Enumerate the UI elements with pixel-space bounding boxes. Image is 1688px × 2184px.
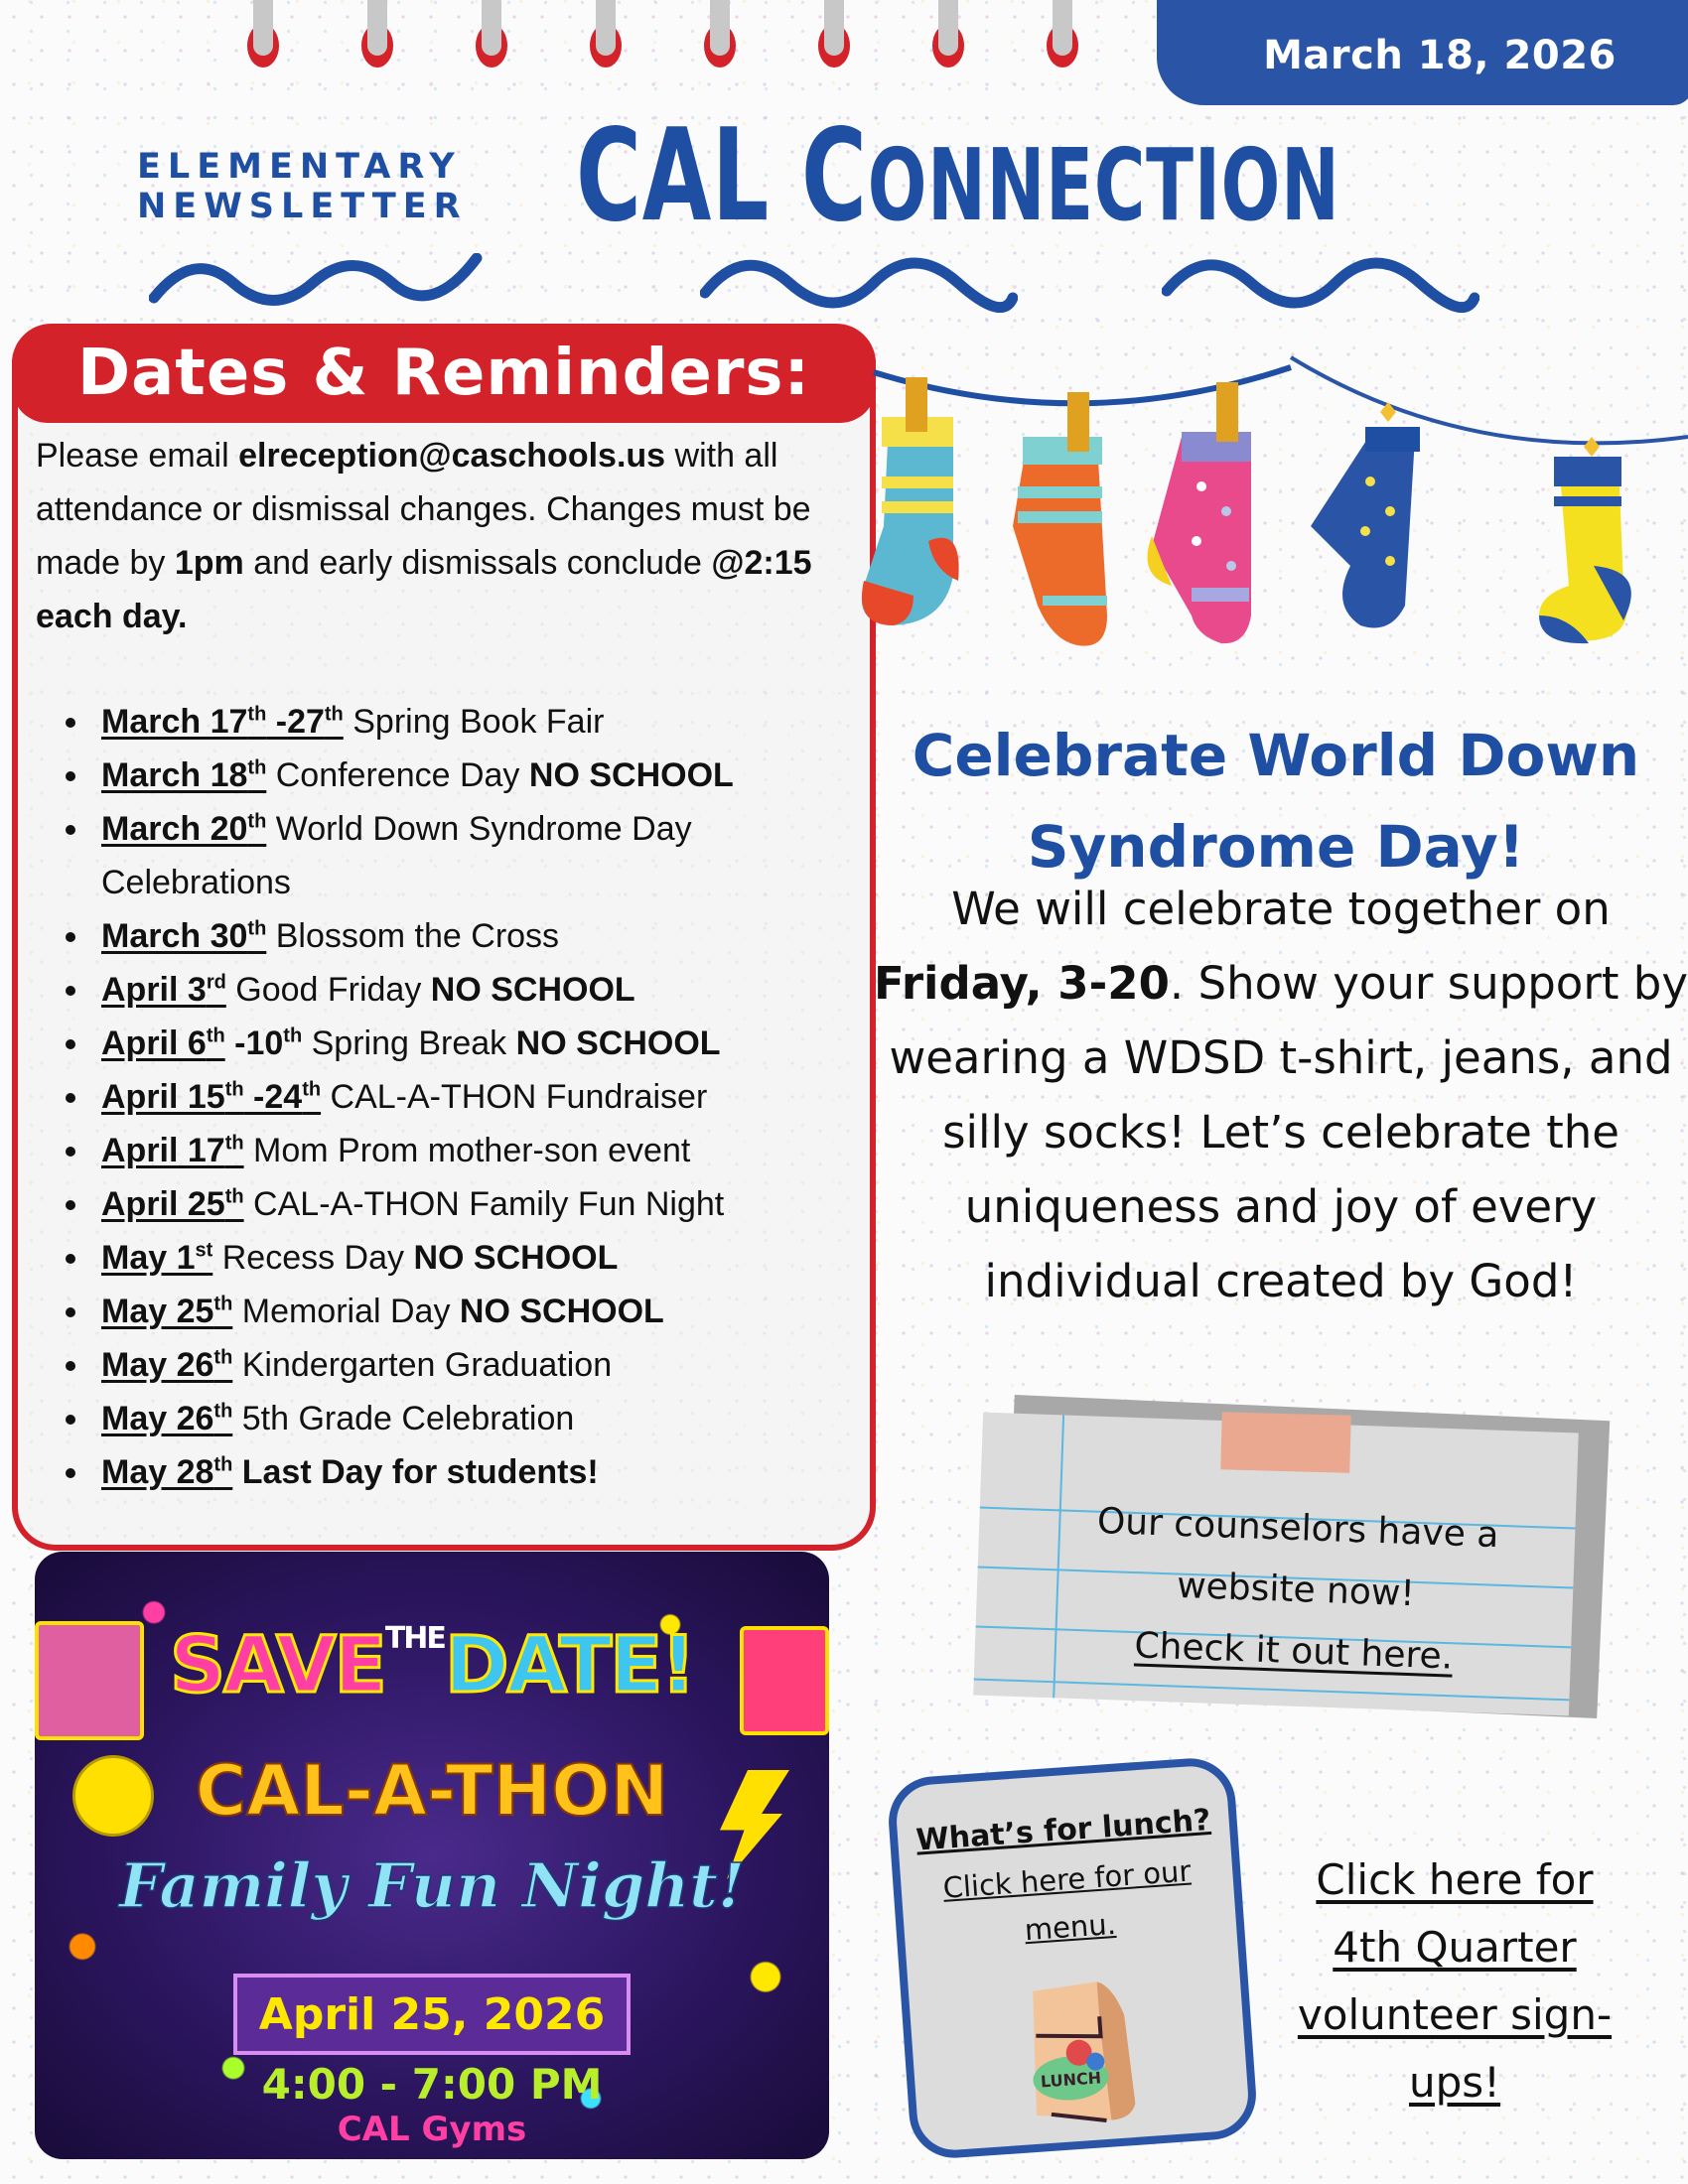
lunch-bag-icon	[1013, 1975, 1142, 2131]
list-item: April 25th CAL-A-THON Family Fun Night	[60, 1177, 864, 1231]
spiral-ring-icon	[361, 0, 393, 68]
tape-icon	[1220, 1412, 1350, 1472]
spiral-ring-icon	[1047, 0, 1078, 68]
subtitle-line-2: NEWSLETTER	[137, 187, 468, 226]
events-list	[60, 695, 864, 1499]
newsletter-subtitle	[137, 147, 485, 226]
wave-decoration-icon	[1162, 253, 1479, 313]
reminders-intro	[36, 429, 870, 643]
list-item: April 15th -24th CAL-A-THON Fundraiser	[60, 1070, 864, 1124]
volunteer-signup-link[interactable]: Click here for 4th Quarter volunteer sign-ups!	[1297, 1855, 1613, 2107]
celebration-date: Friday, 3-20	[874, 957, 1170, 1010]
subtitle-line-1: ELEMENTARY	[137, 147, 462, 187]
celebrate-body	[874, 872, 1688, 1318]
sock-icon	[1311, 402, 1420, 628]
spiral-ring-icon	[818, 0, 850, 68]
celebrate-heading	[879, 710, 1673, 892]
flyer-time: 4:00 - 7:00 PM	[261, 2060, 603, 2109]
sock-icon	[1148, 382, 1252, 643]
celebrate-text: . Show your support by wearing a WDSD t-shirt, jeans, and silly socks! Let’s celebrate the uniqueness and joy of every individual created by God!	[889, 957, 1688, 1307]
list-item: April 6th -10th Spring Break NO SCHOOL	[60, 1017, 864, 1070]
wave-decoration-icon	[700, 253, 1018, 313]
list-item: May 28th Last Day for students!	[60, 1445, 864, 1499]
clothesline-icon	[1291, 357, 1688, 443]
wave-decoration-icon	[149, 253, 501, 313]
issue-date: March 18, 2026	[1263, 33, 1617, 78]
counselor-note-card	[968, 1398, 1604, 1713]
note-line-2: website now!	[1176, 1565, 1416, 1615]
list-item: May 25th Memorial Day NO SCHOOL	[60, 1285, 864, 1338]
list-item: March 18th Conference Day NO SCHOOL	[60, 749, 864, 802]
reception-email-link[interactable]: elreception@caschools.us	[238, 437, 666, 475]
hanging-socks-illustration	[854, 328, 1688, 665]
counselor-note-text	[965, 1487, 1567, 1693]
list-item: May 26th Kindergarten Graduation	[60, 1338, 864, 1392]
list-item: March 20th World Down Syndrome Day Celebrations	[60, 802, 864, 909]
lunch-question: What’s for lunch?	[914, 1802, 1212, 1858]
celebrate-heading-line-1: Celebrate World Down	[912, 722, 1640, 789]
list-item: March 17th -27th Spring Book Fair	[60, 695, 864, 749]
flyer-save-the-date: $SAVE^{THE}DATE$!	[169, 1621, 695, 1710]
intro-text: with all attendance or dismissal changes. Changes must be made by	[36, 437, 811, 582]
spiral-ring-icon	[247, 0, 279, 68]
spiral-ring-icon	[476, 0, 507, 68]
title-part-a: CAL C	[576, 102, 868, 250]
flyer-date-banner	[233, 1974, 631, 2055]
list-item: April 17th Mom Prom mother-son event	[60, 1124, 864, 1177]
spiral-ring-icon	[590, 0, 622, 68]
intro-text: Please email	[36, 437, 239, 475]
list-item: March 30th Blossom the Cross	[60, 909, 864, 963]
sock-icon	[1539, 437, 1631, 643]
sock-icon	[1013, 392, 1107, 646]
intro-text: and early dismissals conclude	[243, 544, 712, 582]
dismissal-time: @2:15 each day.	[36, 544, 812, 635]
title-part-b: ONNECTION	[867, 127, 1340, 243]
date-badge	[1157, 0, 1688, 105]
list-item: May 1st Recess Day NO SCHOOL	[60, 1231, 864, 1285]
note-line-1: Our counselors have a	[1096, 1501, 1500, 1557]
sock-icon	[862, 377, 959, 625]
flyer-location: CAL Gyms	[337, 2110, 527, 2149]
svg-text:LUNCH: LUNCH	[1040, 2068, 1102, 2092]
list-item: April 3rd Good Friday NO SCHOOL	[60, 963, 864, 1017]
lunch-menu-card	[886, 1755, 1259, 2160]
spiral-ring-icon	[932, 0, 964, 68]
flyer-tagline: Family Fun Night!	[118, 1849, 746, 1922]
deadline-time: 1pm	[174, 544, 244, 582]
flyer-date: April 25, 2026	[258, 1988, 606, 2040]
celebrate-heading-line-2: Syndrome Day!	[1027, 813, 1525, 881]
save-the-date-flyer	[35, 1552, 829, 2159]
lunch-menu-link[interactable]: Click here for our menu.	[941, 1853, 1193, 1948]
counselor-website-link[interactable]: Check it out here.	[1133, 1625, 1454, 1678]
reminders-header	[12, 324, 876, 423]
newsletter-title	[576, 102, 1340, 255]
list-item: May 26th 5th Grade Celebration	[60, 1392, 864, 1445]
celebrate-text: We will celebrate together on	[951, 883, 1611, 935]
reminders-heading: Dates & Reminders:	[76, 337, 811, 410]
spiral-ring-icon	[704, 0, 736, 68]
flyer-event-name: CAL-A-THON	[195, 1750, 669, 1832]
